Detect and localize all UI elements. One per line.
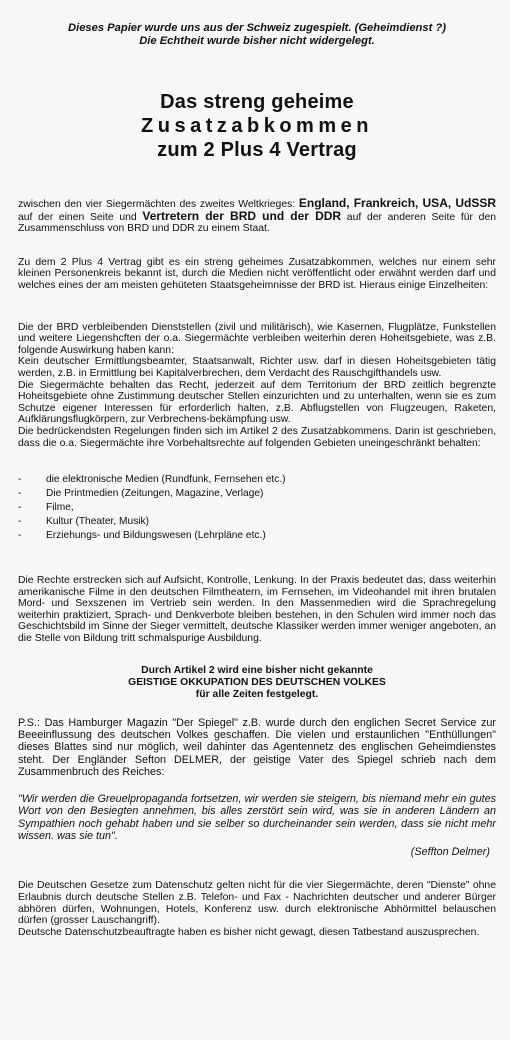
section-2-paragraph: Zu dem 2 Plus 4 Vertrag gibt es ein streng geheimes Zusatzabkommen, welches nur einem sehr kleinen Personenkreis bekannt ist, durch die Medien nicht veröffentlicht oder erwähnt werden darf und welches eines der am meisten gehüteten Staatsgeheimnisse der BRD ist. Hieraus einige Einzelheiten: bbox=[18, 256, 496, 291]
centered-line-3: für alle Zeiten festgelegt. bbox=[195, 688, 319, 700]
section-3-paragraph-3: Die Siegermächte behalten das Recht, jederzeit auf dem Territorium der BRD zeitlich begrenzte Hoheitsgebiete ohne Zustimmung deutscher Stellen einzurichten und zu unterhalten, wenn sie es zum Schutze eigener Interessen für erforderlich halten, z.B. Abflugstellen von Flugzeugen, Raketen, Aufklärungsflugkörpern, zur Verbrechens-bekämpfung usw. bbox=[18, 379, 496, 426]
delmer-quote: "Wir werden die Greuelpropaganda fortsetzen, wir werden sie steigern, bis niemand mehr ein gutes Wort von den Besiegten annehmen, bis alles zerstört sein wird, was sie in anderen Ländern an Sympathien noch gehabt haben und sie selber so durcheinander sein werden, dass sie nicht mehr wissen. was sie tun". bbox=[18, 792, 496, 842]
list-item: - Erziehungs- und Bildungswesen (Lehrpläne etc.) bbox=[18, 530, 266, 542]
list-item: - Filme, bbox=[18, 502, 74, 514]
title-line-1: Das streng geheime bbox=[160, 91, 354, 113]
centered-line-1: Durch Artikel 2 wird eine bisher nicht gekannte bbox=[141, 664, 373, 676]
final-paragraph-2: Deutsche Datenschutzbeauftragte haben es bisher nicht gewagt, diesen Tatbestand auszusprechen. bbox=[18, 926, 480, 938]
document-header bbox=[18, 22, 496, 48]
intro-bold-1: England, Frankreich, USA, UdSSR bbox=[298, 196, 496, 210]
centered-line-2: GEISTIGE OKKUPATION DES DEUTSCHEN VOLKES bbox=[128, 676, 386, 688]
list-item-text: Die Printmedien (Zeitungen, Magazine, Verlage) bbox=[46, 488, 264, 500]
intro-text-1: zwischen den vier Siegermächten des zweites Weltkrieges: bbox=[18, 199, 299, 210]
list-item-text: Erziehungs- und Bildungswesen (Lehrpläne etc.) bbox=[46, 530, 266, 542]
list-item-text: die elektronische Medien (Rundfunk, Fernsehen etc.) bbox=[46, 474, 286, 486]
section-3-paragraph-2: Kein deutscher Ermittlungsbeamter, Staatsanwalt, Richter usw. darf in diesen Hoheitsgebieten tätig werden, z.B. in Ermittlung bei Kapitalverbrechen, dem Verdacht des Rauschgifthandels usw. bbox=[18, 356, 496, 379]
ps-paragraph: P.S.: Das Hamburger Magazin "Der Spiegel" z.B. wurde durch den englichen Secret Service zur Beeeinflussung des deutschen Volkes geschaffen. Die vielen und erstaunlichen "Enthüllungen" dieses Blattes sind nur möglich, weil dahinter das Agentennetz des englischen Geheimdienstes steht. Der Engländer Sefton DELMER, der geistige Vater des Spiegel schrieb nach dem Zusammenbruch des Reiches: bbox=[18, 716, 496, 779]
centered-statement bbox=[18, 665, 496, 701]
article-2-list bbox=[18, 473, 496, 543]
section-3 bbox=[18, 322, 496, 450]
list-item: - Die Printmedien (Zeitungen, Magazine, Verlage) bbox=[18, 488, 264, 500]
final-paragraph-1: Die Deutschen Gesetze zum Datenschutz gelten nicht für die vier Siegermächte, deren "Dienste" ohne Erlaubnis durch deutsche Stellen z.B. Telefon- und Fax - Nachrichten deutscher und anderer Bürger abhören dürfen, Wohnungen, Hotels, Konferenz usw. durch elektronische Abhörmittel belauschen dürfen (grosser Lauschangriff). bbox=[18, 880, 496, 927]
title-line-2: Zusatzabkommen bbox=[141, 115, 373, 137]
list-item: - Kultur (Theater, Musik) bbox=[18, 516, 150, 528]
section-3-paragraph-4: Die bedrückendsten Regelungen finden sich im Artikel 2 des Zusatzabkommens. Darin ist geschrieben, dass die o.a. Siegermächte ihre Vorbehaltsrechte auf folgenden Gebieten uneingeschränkt behalten: bbox=[18, 425, 496, 449]
list-item-text: Filme, bbox=[46, 502, 74, 514]
intro-text-2: auf der einen Seite und bbox=[18, 211, 143, 223]
intro-bold-2: Vertretern der BRD und der DDR bbox=[142, 208, 342, 223]
header-line-2: Die Echtheit wurde bisher nicht widergelegt. bbox=[139, 35, 375, 47]
header-line-1: Dieses Papier wurde uns aus der Schweiz zugespielt. (Geheimdienst ?) bbox=[68, 22, 446, 34]
list-item: - die elektronische Medien (Rundfunk, Fernsehen etc.) bbox=[18, 474, 286, 486]
final-section bbox=[18, 880, 496, 938]
list-item-text: Kultur (Theater, Musik) bbox=[46, 516, 150, 528]
intro-text-3: auf der anderen Seite für den Zusammenschluss von BRD und DDR zu einem Staat. bbox=[18, 211, 497, 235]
section-3-paragraph-1: Die der BRD verbleibenden Dienststellen (zivil und militärisch), wie Kasernen, Flugplätze, Funkstellen und weitere Liegenshcften der o.a. Siegermächte verbleiben weiterhin deren Hoheitsgebiete, was z.B. folgende Auswirkung haben kann: bbox=[18, 321, 496, 356]
document-title bbox=[18, 90, 496, 162]
section-4-paragraph: Die Rechte erstrecken sich auf Aufsicht, Kontrolle, Lenkung. In der Praxis bedeutet das, dass weiterhin amerikanische Filme in den deutschen Filmtheatern, im Fernsehen, im Videohandel mit ihren brutalen Mord- und Sexszenen im Vertrieb sein werden. In den Massenmedien wird die Sprachregelung weiterhin praktiziert, Sprach- und Denkverbote bleiben bestehen, in den Schulen wird immer noch das Geschichtsbild im Sinne der Sieger vermittelt, deutsche Klassiker werden immer weniger angeboten, an die Stelle von Bildung tritt schmalspurige Ausbildung. bbox=[18, 575, 496, 645]
intro-paragraph bbox=[18, 198, 496, 235]
quote-attribution: (Seffton Delmer) bbox=[410, 846, 490, 859]
title-line-3: zum 2 Plus 4 Vertrag bbox=[157, 139, 357, 161]
